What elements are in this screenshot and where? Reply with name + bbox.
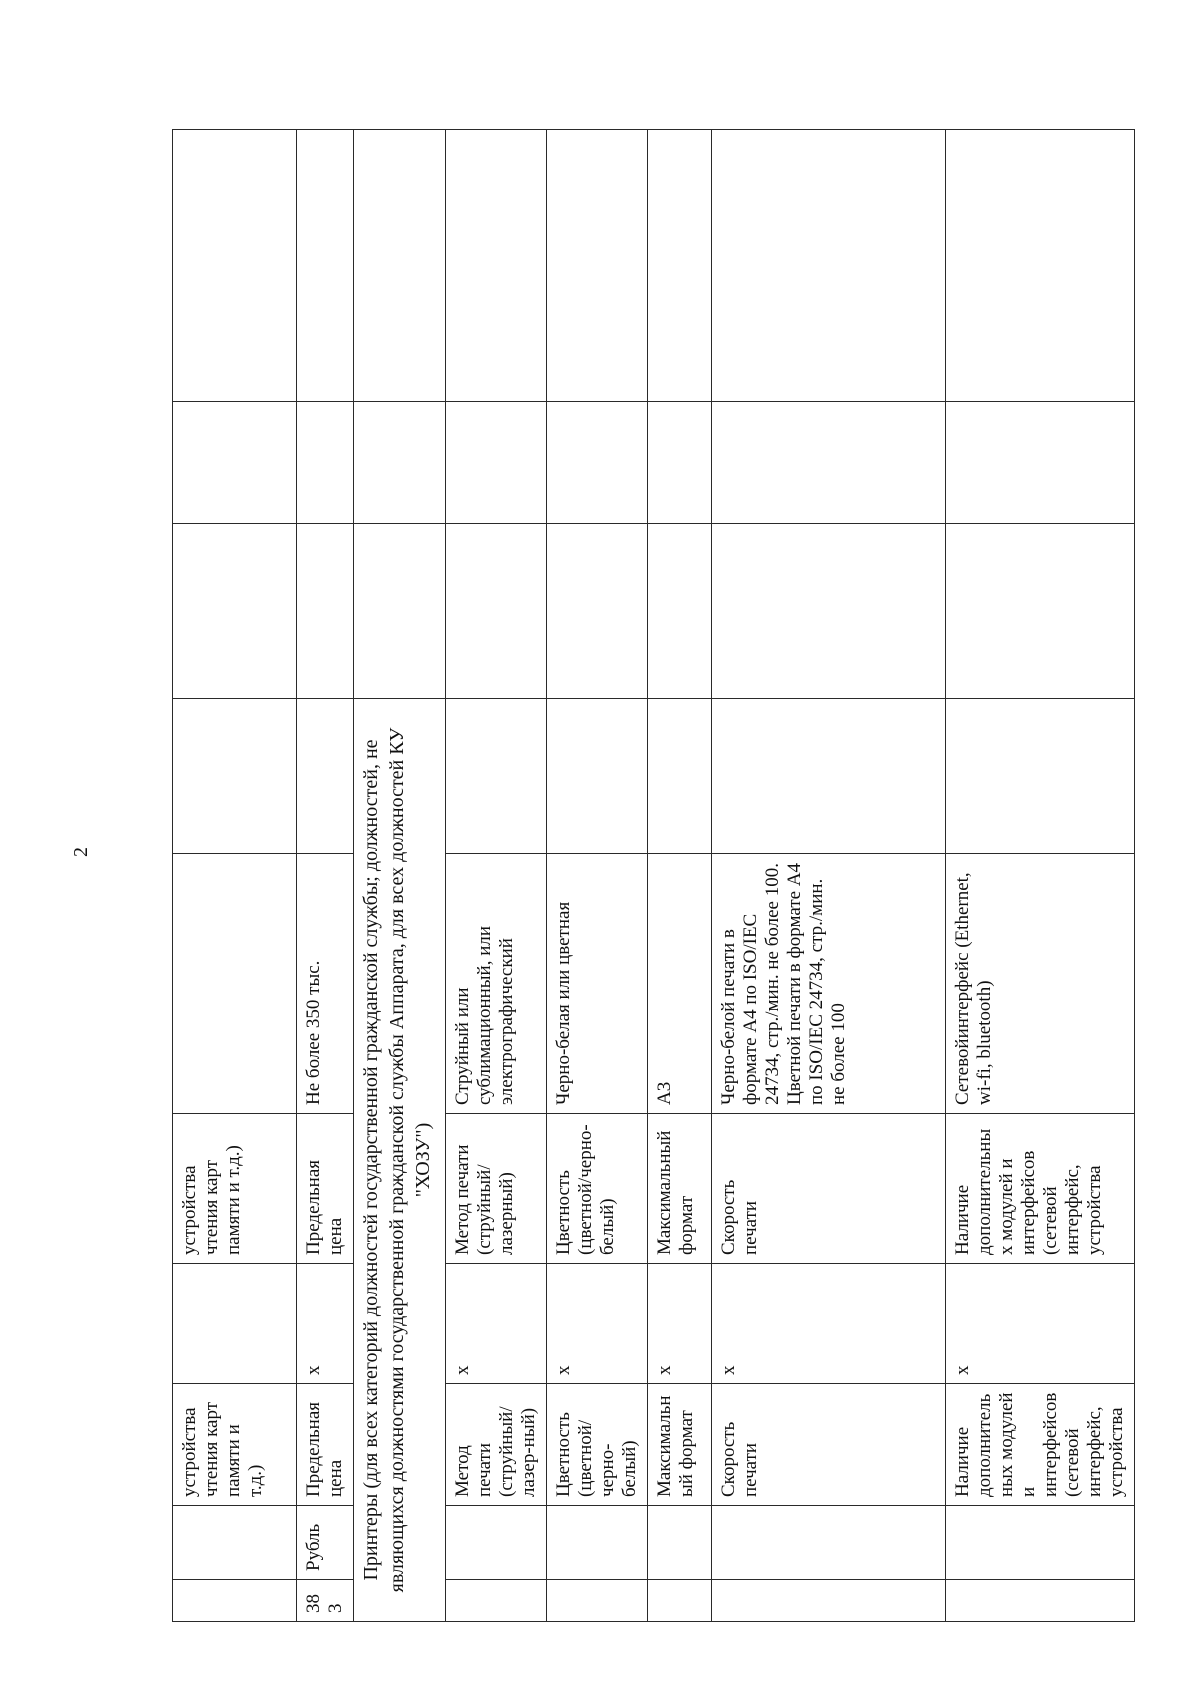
table-row [446, 130, 547, 1622]
table-cell: Метод печати (струйный/лазер-ный) [446, 1384, 547, 1506]
table-row [547, 130, 648, 1622]
table-cell [712, 854, 946, 1114]
table-row [712, 130, 946, 1622]
speed-bw: Черно-белой печати в формате А4 по ISO/IEC 24734, стр./мин. не более 100. [718, 863, 783, 1105]
unit-cell: Рубль [297, 1506, 354, 1580]
table-cell: Скорость печати [712, 1114, 946, 1264]
table-cell: Цветность (цветной/черно-белый) [547, 1384, 648, 1506]
requirements-table [172, 129, 1135, 1622]
table-row [648, 130, 712, 1622]
table-cell: Струйный или сублимационный, или электрографический [446, 854, 547, 1114]
table-cell: Цветность (цветной/черно-белый) [547, 1114, 648, 1264]
table-cell: устройства чтения карт памяти и т.д.) [173, 1384, 297, 1506]
table-cell: Максимальный формат [648, 1384, 712, 1506]
table-cell: Черно-белая или цветная [547, 854, 648, 1114]
table-cell: x [648, 1264, 712, 1384]
section-title: Принтеры (для всех категорий должностей государственной гражданской службы; должностей, не являющихся должностями государственной гражданской службы Аппарата, для всех должностей КУ "ХОЗУ") [354, 699, 446, 1622]
table-cell: x [946, 1264, 1135, 1384]
table-row [946, 130, 1135, 1622]
speed-color: Цветной печати в формате А4 по ISO/IEC 24734, стр./мин. не более 100 [784, 862, 849, 1105]
table-cell: Наличие дополнительных модулей и интерфейсов (сетевой интерфейс, устройства [946, 1384, 1135, 1506]
table-cell: x [297, 1264, 354, 1384]
table-cell: Максимальный формат [648, 1114, 712, 1264]
table-cell: Скорость печати [712, 1384, 946, 1506]
rotated-page-content [172, 130, 1127, 1622]
table-row [297, 130, 354, 1622]
table-row [173, 130, 297, 1622]
table-cell: x [547, 1264, 648, 1384]
table-cell: Метод печати (струйный/ лазерный) [446, 1114, 547, 1264]
table-row [354, 130, 446, 1622]
table-cell: Наличие дополнительных модулей и интерфейсов (сетевой интерфейс, устройства [946, 1114, 1135, 1264]
table-cell: А3 [648, 854, 712, 1114]
table-cell: Не более 350 тыс. [297, 854, 354, 1114]
table-cell: устройства чтения карт памяти и т.д.) [173, 1114, 297, 1264]
table-cell: Предельная цена [297, 1384, 354, 1506]
table-cell: Предельная цена [297, 1114, 354, 1264]
page-number: 2 [70, 847, 92, 857]
table-cell: x [446, 1264, 547, 1384]
row-number: 383 [297, 1580, 354, 1622]
table-cell: x [712, 1264, 946, 1384]
table-cell: Сетевойинтерфейс (Ethernet, wi-fi, bluetooth) [946, 854, 1135, 1114]
